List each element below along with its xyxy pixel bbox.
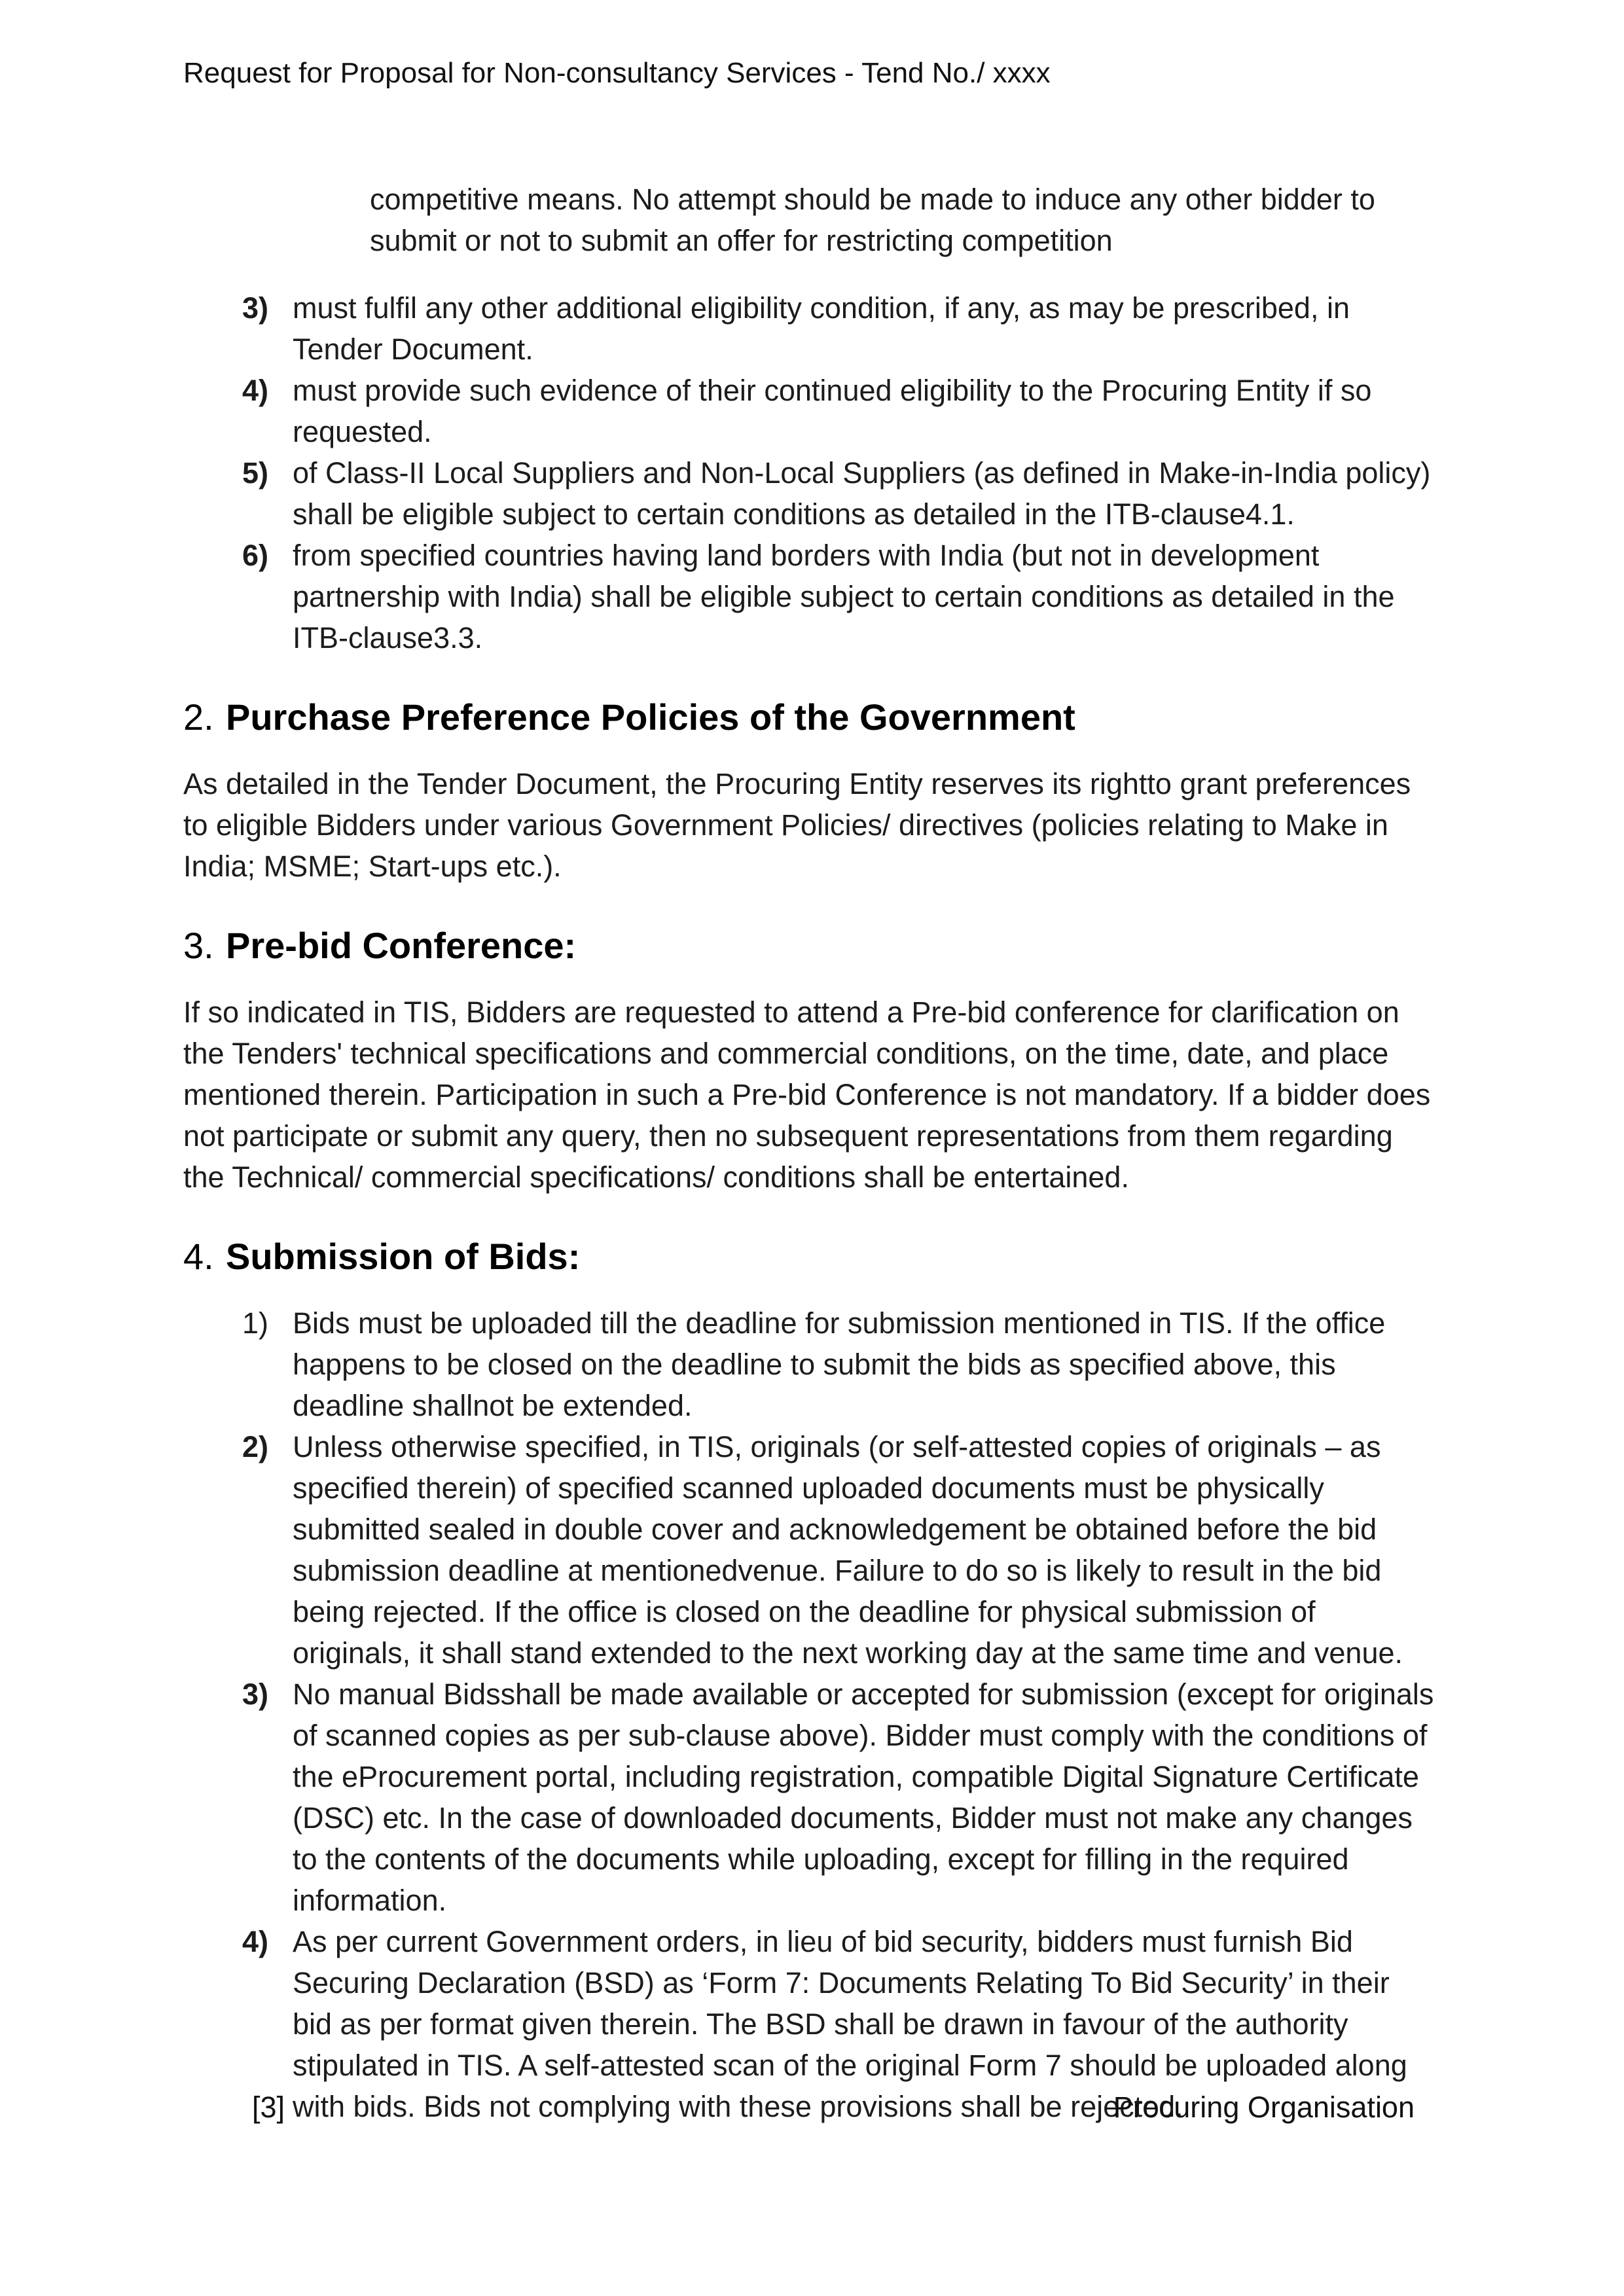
page-footer bbox=[183, 2088, 1415, 2127]
list-item bbox=[183, 1302, 1434, 1426]
list-item bbox=[183, 370, 1434, 452]
eligibility-conditions-list bbox=[183, 287, 1434, 658]
list-item-text: Unless otherwise specified, in TIS, originals (or self-attested copies of originals – as specified therein) of specified scanned uploaded documents must be physically submitted sealed in double cover and acknowledgement be obtained before the bid submission deadline at mentionedvenue. Failure to do so is likely to result in the bid being rejected. If the office is closed on the deadline for physical submission of originals, it shall stand extended to the next working day at the same time and venue. bbox=[293, 1430, 1403, 1670]
footer-organisation: Procuring Organisation bbox=[1113, 2090, 1415, 2124]
list-item-number: 4) bbox=[242, 374, 269, 407]
list-item bbox=[183, 452, 1434, 535]
list-item bbox=[183, 287, 1434, 370]
list-item bbox=[183, 535, 1434, 658]
list-item-text: No manual Bidsshall be made available or accepted for submission (except for originals of scanned copies as per sub-clause above). Bidder must comply with the conditions of the eProcurement portal, including registration, compatible Digital Signature Certificate (DSC) etc. In the case of downloaded documents, Bidder must not make any changes to the contents of the documents while uploading, except for filling in the required information. bbox=[293, 1677, 1434, 1917]
section-number: 2. bbox=[183, 696, 214, 738]
list-item-text: must provide such evidence of their continued eligibility to the Procuring Entity if so requested. bbox=[293, 374, 1372, 448]
list-item-number: 3) bbox=[242, 1677, 269, 1711]
purchase-preference-paragraph: As detailed in the Tender Document, the Procuring Entity reserves its rightto grant preferences to eligible Bidders under various Government Policies/ directives (policies relating to Make in India; MSME; Start-ups etc.). bbox=[183, 767, 1411, 883]
list-item-text: As per current Government orders, in lieu of bid security, bidders must furnish Bid Securing Declaration (BSD) as ‘Form 7: Documents Relating To Bid Security’ in their bid as per format given therein. The BSD shall be drawn in favour of the authority stipulated in TIS. A self-attested scan of the original Form 7 should be uploaded along with bids. Bids not complying with these provisions shall be rejected. bbox=[293, 1925, 1407, 2123]
page-header: Request for Proposal for Non-consultancy Services - Tend No./ xxxx bbox=[183, 57, 1051, 89]
list-item-number: 5) bbox=[242, 456, 269, 490]
list-item-number: 6) bbox=[242, 539, 269, 572]
prebid-conference-paragraph: If so indicated in TIS, Bidders are requested to attend a Pre-bid conference for clarification on the Tenders' technical specifications and commercial conditions, on the time, date, and place mentioned therein. Participation in such a Pre-bid Conference is not mandatory. If a bidder does not participate or submit any query, then no subsequent representations from them regarding the Technical/ commercial specifications/ conditions shall be entertained. bbox=[183, 996, 1431, 1194]
section-number: 3. bbox=[183, 925, 214, 966]
list-item-number: 2) bbox=[242, 1430, 269, 1463]
continuation-paragraph: competitive means. No attempt should be made to induce any other bidder to submit or not to submit an offer for restricting competition bbox=[370, 183, 1375, 257]
section-title: Submission of Bids: bbox=[226, 1236, 581, 1277]
submission-of-bids-list bbox=[183, 1302, 1434, 2127]
list-item-text: Bids must be uploaded till the deadline for submission mentioned in TIS. If the office happens to be closed on the deadline to submit the bids as specified above, this deadline shallnot be extended. bbox=[293, 1306, 1386, 1422]
list-item-number: 3) bbox=[242, 291, 269, 325]
document-content bbox=[183, 52, 1434, 2127]
list-item bbox=[183, 1426, 1434, 1674]
section-heading-submission-of-bids bbox=[183, 1234, 1434, 1280]
list-item-text: of Class-II Local Suppliers and Non-Local Suppliers (as defined in Make-in-India policy) shall be eligible subject to certain conditions as detailed in the ITB-clause4.1. bbox=[293, 456, 1431, 531]
list-item-number: 4) bbox=[242, 1925, 269, 1958]
page-number: [3] bbox=[252, 2090, 285, 2124]
section-heading-prebid-conference bbox=[183, 923, 1434, 969]
list-item bbox=[183, 1674, 1434, 1921]
list-item-number: 1) bbox=[242, 1306, 269, 1340]
section-number: 4. bbox=[183, 1236, 214, 1277]
section-title: Pre-bid Conference: bbox=[226, 925, 577, 966]
list-item-text: must fulfil any other additional eligibility condition, if any, as may be prescribed, in Tender Document. bbox=[293, 291, 1350, 366]
section-heading-purchase-preference bbox=[183, 694, 1434, 740]
list-item-text: from specified countries having land borders with India (but not in development partnership with India) shall be eligible subject to certain conditions as detailed in the ITB-clause3.3. bbox=[293, 539, 1395, 655]
section-title: Purchase Preference Policies of the Government bbox=[226, 696, 1075, 738]
